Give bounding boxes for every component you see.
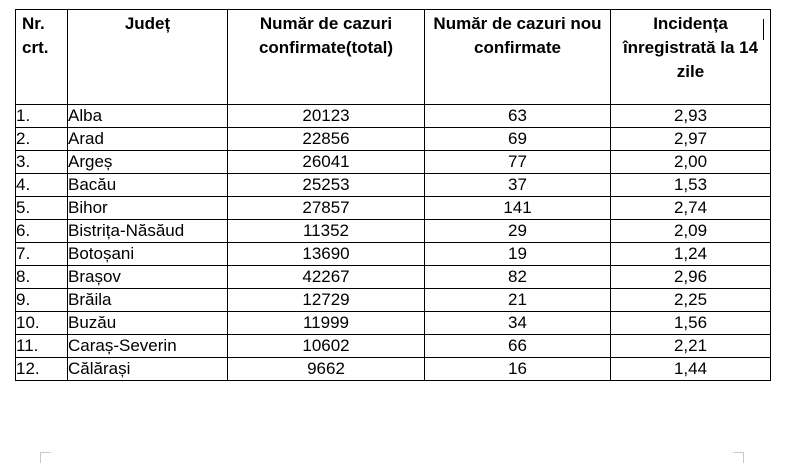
cell-judet: Brașov bbox=[68, 266, 228, 289]
table-row bbox=[16, 174, 771, 197]
header-incidenta: Incidența înregistrată la 14 zile bbox=[611, 10, 771, 105]
cell-judet: Botoșani bbox=[68, 243, 228, 266]
cell-nr: 8. bbox=[16, 266, 68, 289]
cell-noi: 19 bbox=[425, 243, 611, 266]
cell-incidenta: 1,44 bbox=[611, 358, 771, 381]
cell-noi: 82 bbox=[425, 266, 611, 289]
cell-total: 10602 bbox=[228, 335, 425, 358]
cell-total: 9662 bbox=[228, 358, 425, 381]
table-row bbox=[16, 128, 771, 151]
cell-noi: 141 bbox=[425, 197, 611, 220]
cell-nr: 11. bbox=[16, 335, 68, 358]
cell-nr: 12. bbox=[16, 358, 68, 381]
table-row bbox=[16, 266, 771, 289]
cell-noi: 63 bbox=[425, 105, 611, 128]
cell-incidenta: 2,21 bbox=[611, 335, 771, 358]
cell-incidenta: 1,24 bbox=[611, 243, 771, 266]
cell-judet: Bistrița-Năsăud bbox=[68, 220, 228, 243]
cell-total: 26041 bbox=[228, 151, 425, 174]
cell-judet: Buzău bbox=[68, 312, 228, 335]
cell-noi: 69 bbox=[425, 128, 611, 151]
cell-noi: 16 bbox=[425, 358, 611, 381]
cell-nr: 9. bbox=[16, 289, 68, 312]
cell-noi: 29 bbox=[425, 220, 611, 243]
table-row bbox=[16, 105, 771, 128]
cell-judet: Brăila bbox=[68, 289, 228, 312]
cell-nr: 6. bbox=[16, 220, 68, 243]
cell-incidenta: 2,96 bbox=[611, 266, 771, 289]
page-corner-mark-left bbox=[40, 452, 51, 463]
cell-total: 42267 bbox=[228, 266, 425, 289]
cell-judet: Bihor bbox=[68, 197, 228, 220]
cell-total: 25253 bbox=[228, 174, 425, 197]
cell-total: 12729 bbox=[228, 289, 425, 312]
cell-noi: 21 bbox=[425, 289, 611, 312]
header-judet: Județ bbox=[68, 10, 228, 105]
cell-total: 20123 bbox=[228, 105, 425, 128]
cell-total: 27857 bbox=[228, 197, 425, 220]
cell-total: 11352 bbox=[228, 220, 425, 243]
cell-noi: 37 bbox=[425, 174, 611, 197]
table-row bbox=[16, 289, 771, 312]
cell-noi: 34 bbox=[425, 312, 611, 335]
cell-judet: Argeș bbox=[68, 151, 228, 174]
table-row bbox=[16, 220, 771, 243]
table-header bbox=[16, 10, 771, 105]
cell-noi: 66 bbox=[425, 335, 611, 358]
header-row bbox=[16, 10, 771, 105]
header-nr: Nr. crt. bbox=[16, 10, 68, 105]
table-row bbox=[16, 358, 771, 381]
cell-total: 22856 bbox=[228, 128, 425, 151]
cell-nr: 3. bbox=[16, 151, 68, 174]
cell-incidenta: 2,97 bbox=[611, 128, 771, 151]
table-row bbox=[16, 197, 771, 220]
table-row bbox=[16, 335, 771, 358]
cell-judet: Bacău bbox=[68, 174, 228, 197]
cell-nr: 5. bbox=[16, 197, 68, 220]
page-corner-mark-right bbox=[733, 452, 744, 463]
cell-judet: Călărași bbox=[68, 358, 228, 381]
cell-nr: 10. bbox=[16, 312, 68, 335]
cell-total: 11999 bbox=[228, 312, 425, 335]
header-total: Număr de cazuri confirmate(total) bbox=[228, 10, 425, 105]
cell-noi: 77 bbox=[425, 151, 611, 174]
cell-nr: 2. bbox=[16, 128, 68, 151]
cell-judet: Alba bbox=[68, 105, 228, 128]
cell-incidenta: 1,56 bbox=[611, 312, 771, 335]
cell-incidenta: 2,93 bbox=[611, 105, 771, 128]
table-row bbox=[16, 312, 771, 335]
covid-cases-table bbox=[15, 9, 771, 381]
cell-total: 13690 bbox=[228, 243, 425, 266]
cell-nr: 4. bbox=[16, 174, 68, 197]
cell-judet: Caraș-Severin bbox=[68, 335, 228, 358]
table-row bbox=[16, 151, 771, 174]
cell-incidenta: 2,25 bbox=[611, 289, 771, 312]
header-noi: Număr de cazuri nou confirmate bbox=[425, 10, 611, 105]
table-body bbox=[16, 105, 771, 381]
cell-incidenta: 1,53 bbox=[611, 174, 771, 197]
cell-incidenta: 2,09 bbox=[611, 220, 771, 243]
cell-nr: 1. bbox=[16, 105, 68, 128]
text-cursor bbox=[763, 19, 764, 40]
cell-incidenta: 2,74 bbox=[611, 197, 771, 220]
cell-judet: Arad bbox=[68, 128, 228, 151]
table-row bbox=[16, 243, 771, 266]
cell-nr: 7. bbox=[16, 243, 68, 266]
cell-incidenta: 2,00 bbox=[611, 151, 771, 174]
